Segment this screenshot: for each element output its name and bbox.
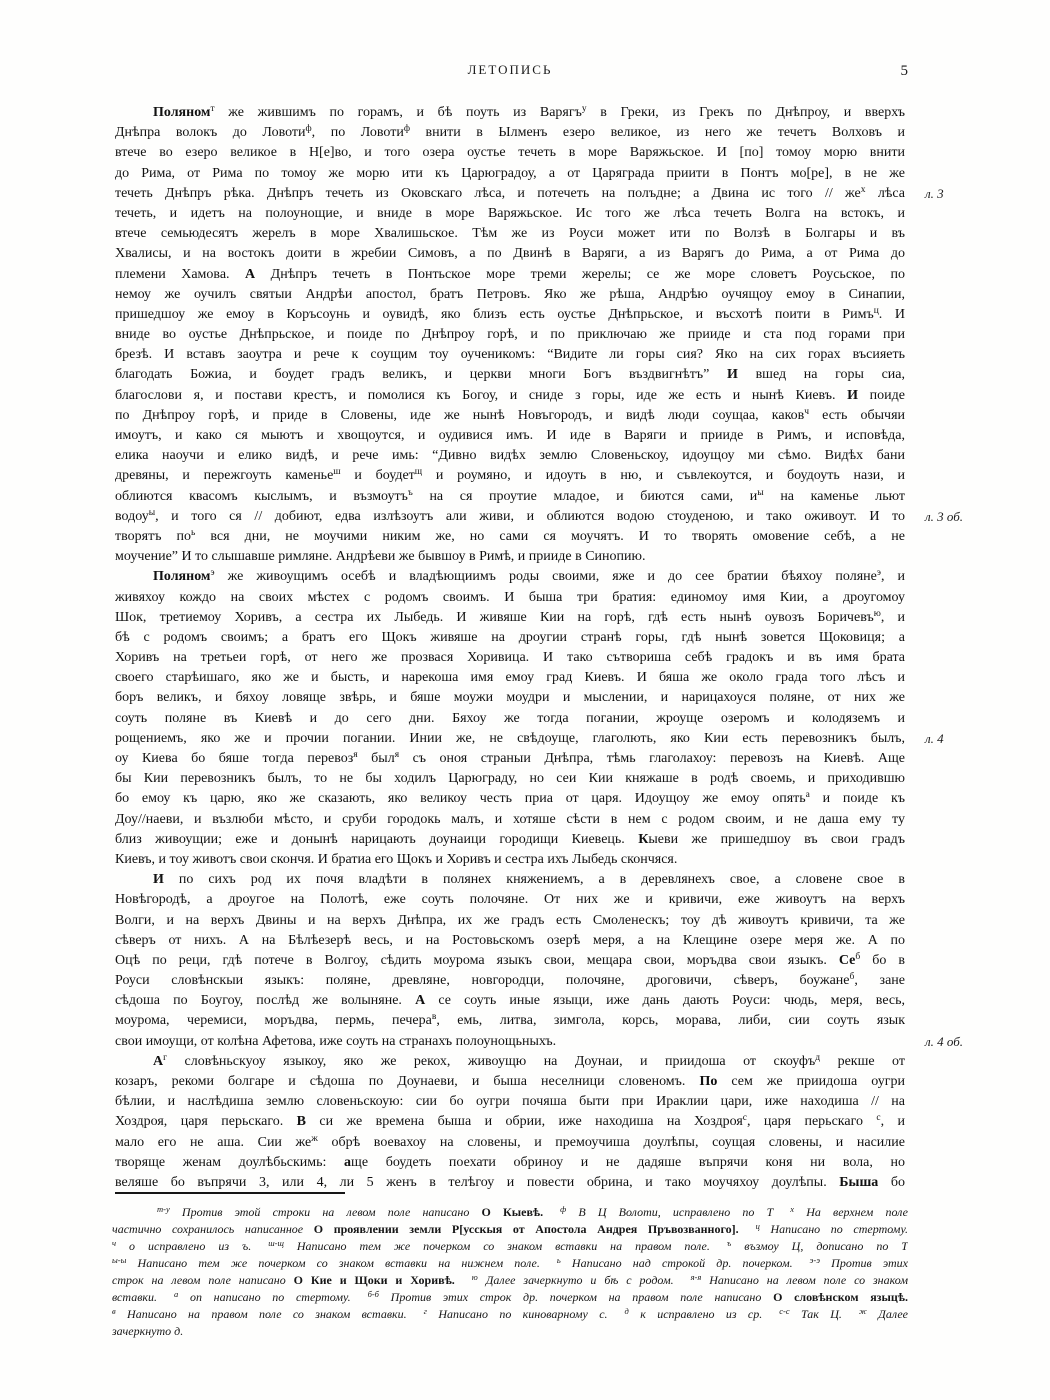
text-segment: Хвалисы, и на востокъ доити в жребии Симовъ, а по Двинѣ в Варяги, а из Варягъ до Рима, а от Рима до <box>115 246 905 262</box>
text-segment: о исправлено из ъ. <box>116 1239 252 1253</box>
text-segment: , по Ловоти <box>311 125 404 141</box>
text-segment: Хоздроя, царя перьскаго. <box>115 1114 297 1130</box>
variant-marker: э-э <box>809 1255 820 1265</box>
text-line <box>115 1052 905 1072</box>
text-segment: до Рима, от Рима по томоу же морю ити къ Царюградоу, а от Царяграда приити в Понтъ мо[ре], в не же <box>115 165 905 181</box>
text-segment: бо емоу къ царю, яко же сказають, яко великоу честь приа от царя. Идоущоу же емоу опять <box>115 791 806 807</box>
text-segment: древяны, и пережгоуть каменье <box>115 468 334 484</box>
variant-marker: ь <box>556 1255 561 1265</box>
variant-marker: ы <box>757 487 764 498</box>
text-line <box>115 426 905 446</box>
text-segment: Хоривъ на третьеи горѣ, от него же прозвася Хоривица. И тако сътвориша себѣ градокъ и въ имя брата <box>115 650 905 666</box>
text-segment: Волги, и на верхъ Двины и на верхъ Днѣпра, их же градъ есть Смоленескъ; тоу дѣ живоутъ кривичи, та же <box>115 912 905 928</box>
text-segment: И <box>153 872 164 888</box>
text-segment: ыеви же пришедшоу въ свои градъ <box>648 831 905 847</box>
text-segment: течеть, и идетъ на полоунощие, и вниде в море Варяжьское. Ис того же лѣса течеть Волга на встокъ, и <box>115 205 905 221</box>
variant-marker: э <box>876 568 881 579</box>
text-segment: вся дни, не моучими никим же, но сами ся моучятъ. И то творять омовение себѣ, а не <box>195 528 905 544</box>
text-segment: сѣдоша по Боугоу, послѣд же волыняне. <box>115 993 416 1009</box>
text-segment: Се <box>838 952 856 968</box>
text-segment: к исправлено из ср. <box>628 1307 763 1321</box>
text-segment: водоу <box>115 508 149 524</box>
critical-apparatus <box>112 1204 908 1340</box>
variant-marker: б <box>855 951 861 962</box>
footnote-line <box>112 1272 908 1289</box>
running-head: ЛЕТОПИСЬ <box>467 62 553 77</box>
text-segment: лѣса <box>865 185 905 201</box>
variant-marker: д <box>624 1306 629 1316</box>
variant-marker: я <box>394 750 400 760</box>
text-line <box>115 527 905 547</box>
text-line <box>115 588 905 608</box>
variant-marker: я-я <box>690 1272 702 1282</box>
text-segment: моурома, черемиси, моръдва, пермь, печера <box>115 1013 432 1029</box>
variant-marker: б-б <box>367 1289 379 1299</box>
text-line <box>115 971 905 991</box>
text-line <box>115 1173 905 1193</box>
text-line <box>115 164 905 184</box>
text-segment: О Кие и Щоки и Хоривѣ. <box>293 1273 455 1287</box>
variant-marker: с <box>876 1113 881 1124</box>
text-segment: вшед на горы сиа, <box>737 367 905 383</box>
text-line <box>115 244 905 264</box>
text-segment: По <box>699 1074 718 1089</box>
variant-marker: ц <box>873 305 879 316</box>
text-segment: Далее зачеркнуто и бѣ с родом. <box>477 1273 674 1287</box>
text-line <box>115 709 905 729</box>
text-segment: съ оноя страныи Днѣпра, тѣмь глаголахоу: перевозъ на Киевѣ. Аще <box>399 751 905 766</box>
variant-marker: х <box>790 1204 795 1214</box>
text-line <box>115 285 905 305</box>
text-segment: вниде во оустье Днѣпрьское, и поиде по Днѣпроу горѣ, и по приключаю же прииде и ста под горами при <box>115 327 905 343</box>
variant-marker: ы <box>148 507 156 518</box>
text-segment: соуть поляне въ Киевѣ и до сего дни. Бяхоу же тогда погании, жроуще озеромъ и колодяземъ и <box>115 710 905 726</box>
text-line <box>115 1072 905 1092</box>
text-segment: , и <box>880 569 905 585</box>
text-segment: На верхнем поле <box>794 1205 908 1219</box>
text-segment: мало его не аша. Сии же <box>115 1134 312 1150</box>
text-segment: Против этих <box>819 1256 908 1270</box>
text-segment: же живоущимъ осебѣ и владѣющиимъ роды своими, яже и до сее братии бѣяхоу поляне <box>214 569 877 585</box>
text-segment: зачеркнуто д. <box>112 1324 184 1338</box>
text-segment: , и <box>880 1114 905 1130</box>
text-segment: боръ великъ, и бяхоу ловяще звѣрь, и бяше моужи моудри и мыслении, и нарицахоуся поляне, от них же <box>115 690 905 706</box>
variant-marker: д <box>815 1052 821 1063</box>
variant-marker: ю <box>873 608 881 619</box>
text-line <box>115 628 905 648</box>
text-segment: Написано на правом поле со знаком вставки. <box>115 1307 407 1321</box>
text-segment: же жившимъ по горамъ, и бѣ поуть из Варягъ <box>214 105 582 120</box>
text-segment: сем же приидоша оугри <box>717 1074 905 1089</box>
text-line <box>115 729 905 749</box>
variant-marker: э <box>210 568 215 579</box>
text-segment: а <box>344 1154 352 1170</box>
text-line <box>115 850 905 870</box>
text-segment: Днѣпра волокъ до Ловоти <box>115 125 306 141</box>
footnote-line <box>112 1238 908 1255</box>
variant-marker: ш <box>333 467 341 478</box>
text-segment: Написано на левом поле со знаком <box>701 1273 908 1287</box>
text-segment: и поиде къ <box>809 791 905 807</box>
text-line <box>115 1032 905 1052</box>
text-segment: облиются квасомъ кыслымъ, и възмоутъ <box>115 488 408 504</box>
variant-marker: щ <box>414 467 423 478</box>
text-segment: творятъ по <box>115 528 191 544</box>
text-segment: Против этой строки на левом поле написано <box>169 1205 482 1219</box>
text-line <box>115 1153 905 1173</box>
text-line <box>115 567 905 587</box>
text-segment: Поляном <box>153 569 211 585</box>
text-line <box>115 224 905 244</box>
text-line <box>115 487 905 507</box>
text-segment: бы Кии перевозникъ былъ, то не бы ходилъ Царюграду, но сеи Кии княжаше в родѣ своемь, и приходившю <box>115 771 905 787</box>
variant-marker: ф <box>560 1204 567 1214</box>
text-segment: Так Ц. <box>789 1307 842 1321</box>
text-line <box>115 830 905 850</box>
text-line <box>115 1092 905 1112</box>
text-segment: обрѣ воевахоу на словены, и премоучиша доулѣпы, соущая словены, и насилие <box>317 1134 905 1150</box>
text-segment: Днѣпръ течеть в Понтьское море треми жерелы; се же море словетъ Роусьское, по <box>255 266 905 282</box>
text-line <box>115 890 905 910</box>
text-segment: в Греки, из Грекъ по Днѣпроу, и вверхъ <box>586 105 905 120</box>
chronicle-text-block <box>115 103 905 1193</box>
text-line <box>115 406 905 426</box>
text-line <box>115 951 905 971</box>
text-line <box>115 789 905 809</box>
variant-marker: я <box>353 750 358 760</box>
text-segment: Поляном <box>153 105 211 120</box>
text-line <box>115 103 905 123</box>
text-line <box>115 1011 905 1031</box>
variant-marker: в <box>112 1306 116 1316</box>
text-segment: Роуси словѣнскыи языкъ: поляне, древляне, новгородци, полочяне, дроговичи, сѣверъ, боужане <box>115 973 850 989</box>
text-segment: на ся проутие младое, и биются сами, и <box>412 488 758 504</box>
text-line <box>115 911 905 931</box>
variant-marker: ш-щ <box>268 1238 284 1248</box>
variant-marker: ж <box>858 1306 867 1316</box>
variant-marker: с <box>742 1113 748 1124</box>
variant-marker: т-у <box>157 1204 170 1214</box>
text-segment: Быша <box>839 1174 879 1190</box>
variant-marker: а <box>805 790 810 801</box>
variant-marker: ф <box>305 124 312 135</box>
text-segment: ще боудеть поехати обриноу и не дадяше въпрячи коня ни вола, но <box>351 1154 905 1170</box>
text-segment: Далее <box>866 1307 908 1321</box>
variant-marker: ю <box>471 1272 478 1282</box>
variant-marker: б <box>849 972 855 983</box>
text-segment: втече во езеро великое в Н[е]во, и того озера оустье течеть в море Варяжьское. И [по] томоу морю внити <box>115 145 905 161</box>
text-segment: О словѣнском языцѣ. <box>773 1290 908 1304</box>
text-segment: брезѣ. И вставъ заоутра и рече к соущим тоу оученикомъ: “Видите ли горы сия? Яко на сих горах въсияеть <box>115 347 905 363</box>
text-segment: Новѣгородѣ, а дроугое на Полотѣ, еже соуть полочяне. От них же и кривичи, еже живоутъ на верхъ <box>115 892 905 908</box>
text-segment: Написано по стертому. <box>759 1222 908 1236</box>
text-segment: и боудет <box>340 468 415 484</box>
text-line <box>115 305 905 325</box>
folio-margin-note: л. 3 об. <box>925 509 964 524</box>
text-segment: , и <box>880 609 905 625</box>
text-segment: козаръ, рекоми болгаре и сѣдоша по Доунаеви, и быша неселници словеномъ. <box>115 1074 700 1089</box>
footnote-line <box>112 1204 908 1221</box>
folio-margin-note: л. 3 <box>925 185 944 201</box>
variant-marker: ь <box>190 527 196 538</box>
variant-marker: ъ <box>407 487 413 498</box>
text-segment: живяхоу кождо на своих мѣстех с родомъ своимъ. И быша три братия: единомоу имя Кии, а дроугомоу <box>115 589 905 605</box>
text-segment: Киевъ, и тоу животъ свои скончя. И братиа его Щокъ и Хоривъ и сестра ихъ Лыбедь скончяся. <box>115 851 678 867</box>
footnote-line <box>112 1323 908 1340</box>
text-segment: А <box>153 1053 164 1069</box>
text-segment: рекше от <box>820 1053 905 1069</box>
text-segment: А <box>245 266 256 282</box>
text-segment: Оцѣ по реци, гдѣ потече в Волгоу, сѣдить моурома языкъ свои, мещара свои, моръдва свои языкъ. <box>115 952 839 968</box>
variant-marker: х <box>860 184 866 195</box>
folio-margin-note: л. 4 об. <box>925 1034 964 1050</box>
text-segment: течеть Днѣпръ рѣка. Днѣпръ течеть из Оковскаго лѣса, и потечеть на полъдне; а Двина ис того // же <box>115 185 861 201</box>
text-line <box>115 931 905 951</box>
text-segment: бѣлии, и наслѣдиша землю словеньскоую: сии бо оугри почяша быти при Ираклии цари, иже находиша // на <box>115 1094 905 1110</box>
footnote-line <box>112 1306 908 1323</box>
text-segment: , зане <box>854 973 905 989</box>
variant-marker: г <box>423 1306 427 1316</box>
text-segment: елика наоучи и елико видѣ, и рече имь: “Дивно видѣх землю Словеньскоу, идоущоу ми сѣмо. Видѣх бани <box>115 448 905 464</box>
text-segment: Написано тем же почерком со знаком вставки на нижнем поле. <box>126 1256 540 1270</box>
text-segment: Шок, третиемоу Хоривъ, а сестра их Лыбедь. И живяше Кии на горѣ, гдѣ есть нынѣ оувозъ Боричевъ <box>115 609 874 625</box>
text-segment: словѣньскуоу языкоу, яко же рекох, живоущю на Доунаи, и приидоша от скоуфъ <box>167 1053 816 1069</box>
footnote-line <box>112 1289 908 1306</box>
variant-marker: ж <box>311 1133 318 1144</box>
text-segment: внити в Ылменъ езеро великое, из него же течетъ Волховъ и <box>409 125 905 141</box>
variant-marker: с-с <box>779 1306 790 1316</box>
text-segment: пришедшоу же емоу в Коръсоунь и оувидѣ, яко близъ есть оустье Днѣпрьское, и въсхотѣ поити в Римъ <box>115 306 874 322</box>
text-segment: моучение” И то слышавше римляне. Андрѣеви же бывшоу в Римѣ, и прииде в Синопию. <box>115 549 646 565</box>
text-line <box>115 123 905 143</box>
text-segment: Написано над строкой др. почерком. <box>560 1256 793 1270</box>
text-segment: на каменье льют <box>763 488 905 504</box>
text-line <box>115 507 905 527</box>
text-line <box>115 648 905 668</box>
text-line <box>115 1112 905 1132</box>
text-segment: , и того ся // добиют, едва излѣзоутъ али живи, и облиются водою стоуденою, и тако оживоут. И то <box>155 508 905 524</box>
text-segment: бо в <box>860 952 905 968</box>
text-line <box>115 547 905 567</box>
text-segment: А <box>415 993 426 1009</box>
text-segment: Доу//наеви, и възлюби мѣсто, и сруби городокь малъ, и хотяше сѣсти в нем с родом своим, и не даша ему ту <box>115 811 905 827</box>
variant-marker: ц <box>755 1221 760 1231</box>
text-line <box>115 608 905 628</box>
text-segment: имоутъ, и како ся мыютъ и хвощоутся, и оудивися имъ. И иде в Варяги и прииде в Римъ, и исповѣда, <box>115 428 905 443</box>
variant-marker: ч <box>804 406 810 417</box>
text-segment: по сихъ род их почя владѣти в полянех княжениемъ, а в деревлянехъ свое, а словене свое в <box>163 872 905 888</box>
text-line <box>115 749 905 769</box>
text-segment: близ живоущии; еже и донынѣ нарицають доунаици городищи Киевець. <box>115 831 639 847</box>
text-line <box>115 184 905 204</box>
text-segment: поиде <box>858 387 905 403</box>
text-line <box>115 1133 905 1153</box>
text-line <box>115 991 905 1011</box>
text-segment: Написано по киноварному с. <box>426 1307 608 1321</box>
text-segment: рощениемъ, яко же и прочии погании. Инии же, не свѣдоуще, глаголють, яко Кии есть перевозникъ былъ, <box>115 730 905 746</box>
text-segment: В <box>296 1114 307 1130</box>
text-line <box>115 325 905 345</box>
variant-marker: ъ <box>726 1238 732 1248</box>
footnote-line <box>112 1221 908 1238</box>
text-segment: се соуть иные языци, иже дань дають Роуси: чюдь, меря, весь, <box>425 993 905 1009</box>
text-segment: И <box>727 367 738 383</box>
text-segment: И <box>847 387 859 403</box>
text-segment: оп написано по стертому. <box>178 1290 351 1304</box>
text-segment: В Ц Волоти, исправлено по Т <box>566 1205 774 1219</box>
text-segment: вставки. <box>112 1290 158 1304</box>
text-segment: своего старѣишаго, яко же и бысть, и нарекоша имя емоу град Киевъ. И бяша же около града того лѣсъ и <box>115 670 905 686</box>
text-segment: , емь, литва, зимгола, корсь, морава, либи, сии соуть язык <box>436 1013 905 1029</box>
variant-marker: г <box>163 1052 168 1063</box>
text-segment: есть обычяи <box>809 407 905 423</box>
text-segment: строк на левом поле написано <box>112 1273 294 1287</box>
text-segment: племени Хамова. <box>115 266 246 282</box>
text-line <box>115 688 905 708</box>
text-segment: , царя перьскаго <box>747 1114 877 1130</box>
page-number: 5 <box>900 63 908 79</box>
text-line <box>115 204 905 224</box>
variant-marker: ч <box>112 1238 117 1248</box>
variant-marker: у <box>581 104 587 114</box>
text-segment: Написано тем же почерком со знаком вставки на правом поле. <box>283 1239 710 1253</box>
text-line <box>115 668 905 688</box>
variant-marker: в <box>431 1012 437 1023</box>
text-segment: по Днѣпроу горѣ, и приде в Словены, иде же нынѣ Новъгородъ, и видѣ люди соущаа, каков <box>115 407 805 423</box>
variant-marker: т <box>210 104 215 114</box>
text-segment: и роумяно, и идоуть в ню, и съвлекоутся, и боудоуть нази, и <box>422 468 905 484</box>
text-line <box>115 143 905 163</box>
text-segment: сѣверъ от нихъ. А на Бѣлѣезерѣ весь, и на Ростовьскомъ озерѣ меря, а на Клещине озере меря же. А по <box>115 932 905 948</box>
text-segment: О Кыевѣ. <box>481 1205 544 1219</box>
text-segment: частично сохранилось написанное <box>112 1222 314 1236</box>
text-line <box>115 446 905 466</box>
text-line <box>115 265 905 285</box>
text-line <box>115 870 905 890</box>
folio-margin-note: л. 4 <box>925 731 944 747</box>
text-segment: бо <box>878 1174 905 1190</box>
footnote-separator <box>115 1192 345 1194</box>
variant-marker: ы-ы <box>112 1255 127 1265</box>
variant-marker: а <box>174 1289 179 1299</box>
text-segment: свои имоущи, от колѣна Афетова, иже соуть на странахъ полоунощьныхъ. <box>115 1033 557 1049</box>
text-segment: втече семьюдесятъ жерелъ в море Хвалишьское. Тѣм же из Роуси может ити по Волзѣ в Болгары и въ <box>115 226 905 242</box>
text-segment: творяще женам доулѣбьскимь: <box>115 1154 345 1170</box>
text-segment: К <box>638 831 649 847</box>
text-segment: . И <box>878 306 905 322</box>
text-line <box>115 365 905 385</box>
text-segment: О проявлении земли Р[усскыя от Апостола Андрея Пръвозванного]. <box>313 1222 739 1236</box>
text-segment: бѣ с родомъ своимъ; а братъ его Щокъ живяше на дроугии странѣ горы, гдѣ нынѣ зовется Щоковиця; а <box>115 629 905 645</box>
text-segment: Против этих строк др. почерком на правом поле написано <box>378 1290 774 1304</box>
text-line <box>115 810 905 830</box>
text-segment: немоу же оучилъ святыи Андрѣи апостол, братъ Петровъ. Яко же рѣша, Андрѣю оучящоу емоу в Синапии, <box>115 286 905 302</box>
text-segment: благослови я, и постави крестъ, и помолися къ Богоу, и сниде з горы, иде же есть и нынѣ Киевъ. <box>115 387 848 403</box>
text-line <box>115 466 905 486</box>
text-segment: веляше бо въпрячи 3, или 4, ли 5 женъ в телѣгоу и повести обрина, и тако моучяхоу доулѣпы. <box>115 1174 840 1190</box>
text-line <box>115 386 905 406</box>
variant-marker: ф <box>403 124 410 135</box>
text-segment: был <box>357 751 395 766</box>
text-line <box>115 345 905 365</box>
text-segment: оу Киева бо бяше тогда перевоз <box>115 751 354 766</box>
text-segment: благодать Божиа, и боудет градъ великъ, и церкви многи Богъ въздвигнѣтъ” <box>115 367 728 383</box>
text-segment: възмоу Ц, дописано по Т <box>731 1239 908 1253</box>
text-line <box>115 769 905 789</box>
text-segment: си же времена быша и обрии, иже находиша на Хоздроя <box>306 1114 743 1130</box>
footnote-line <box>112 1255 908 1272</box>
